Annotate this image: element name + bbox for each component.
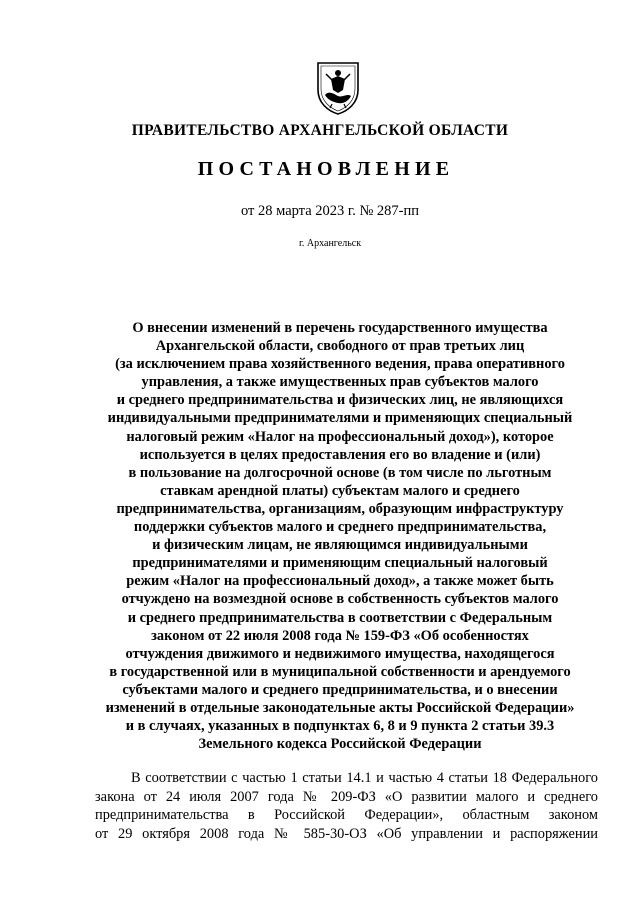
document-title [90, 319, 590, 753]
title-line: изменений в отдельные законодательные акты Российской Федерации» [105, 699, 575, 716]
title-line: Земельного кодекса Российской Федерации [198, 736, 482, 753]
title-line: (за исключением права хозяйственного ведения, права оперативного [115, 356, 565, 373]
title-line: в государственной или в муниципальной собственности и арендуемого [109, 663, 571, 680]
document-type: ПОСТАНОВЛЕНИЕ [197, 158, 455, 180]
document-city: г. Архангельск [298, 238, 362, 249]
title-line: поддержки субъектов малого и среднего предпринимательства, [133, 519, 547, 536]
organization-name: ПРАВИТЕЛЬСТВО АРХАНГЕЛЬСКОЙ ОБЛАСТИ [131, 122, 509, 139]
title-line: О внесении изменений в перечень государственного имущества [132, 320, 548, 336]
body-line: предпринимательства в Российской Федерации», областным законом [95, 807, 598, 824]
title-line: в пользование на долгосрочной основе (в том числе по льготным [128, 464, 552, 481]
coat-of-arms-icon [314, 60, 362, 116]
body-line: В соответствии с частью 1 статьи 14.1 и частью 4 статьи 18 Федерального [131, 770, 598, 786]
title-line: субъектами малого и среднего предпринимательства, и о внесении [122, 681, 558, 698]
title-line: отчуждения движимого и недвижимого имущества, находящегося [125, 645, 555, 662]
title-line: и в случаях, указанных в подпунктах 6, 8 и 9 пункта 2 статьи 39.3 [125, 718, 555, 735]
title-line: ставкам арендной платы) субъектам малого и среднего [160, 482, 520, 499]
title-line: законом от 22 июля 2008 года № 159-ФЗ «Об особенностях [151, 627, 529, 644]
title-line: Архангельской области, свободного от прав третьих лиц [155, 338, 525, 355]
document-date-number: от 28 марта 2023 г. № 287-пп [240, 203, 420, 219]
title-line: отчуждено на возмездной основе в собственность субъектов малого [121, 591, 559, 608]
body-line: от 29 октября 2008 года № 585-30-ОЗ «Об управлении и распоряжении [95, 825, 598, 842]
title-line: предпринимательства, организациям, образующим инфраструктуру [116, 500, 564, 517]
body-line: закона от 24 июля 2007 года № 209-ФЗ «О развитии малого и среднего [95, 788, 598, 805]
title-line: и среднего предпринимательства в соответствии с Федеральным [127, 609, 553, 626]
title-line: предпринимателями и применяющим специальный налоговый [132, 555, 548, 572]
title-line: используется в целях предоставления его во владение и (или) [139, 446, 541, 463]
title-line: индивидуальными предпринимателями и применяющих специальный [107, 410, 573, 427]
title-line: и среднего предпринимательства и физических лиц, не являющихся [116, 392, 564, 409]
title-line: и физическим лицам, не являющимся индивидуальными [152, 537, 528, 554]
body-paragraph [95, 769, 598, 843]
title-line: режим «Налог на профессиональный доход», а также может быть [126, 573, 554, 590]
title-line: налоговый режим «Налог на профессиональный доход»), которое [126, 428, 554, 445]
title-line: управления, а также имущественных прав субъектов малого [141, 374, 539, 391]
